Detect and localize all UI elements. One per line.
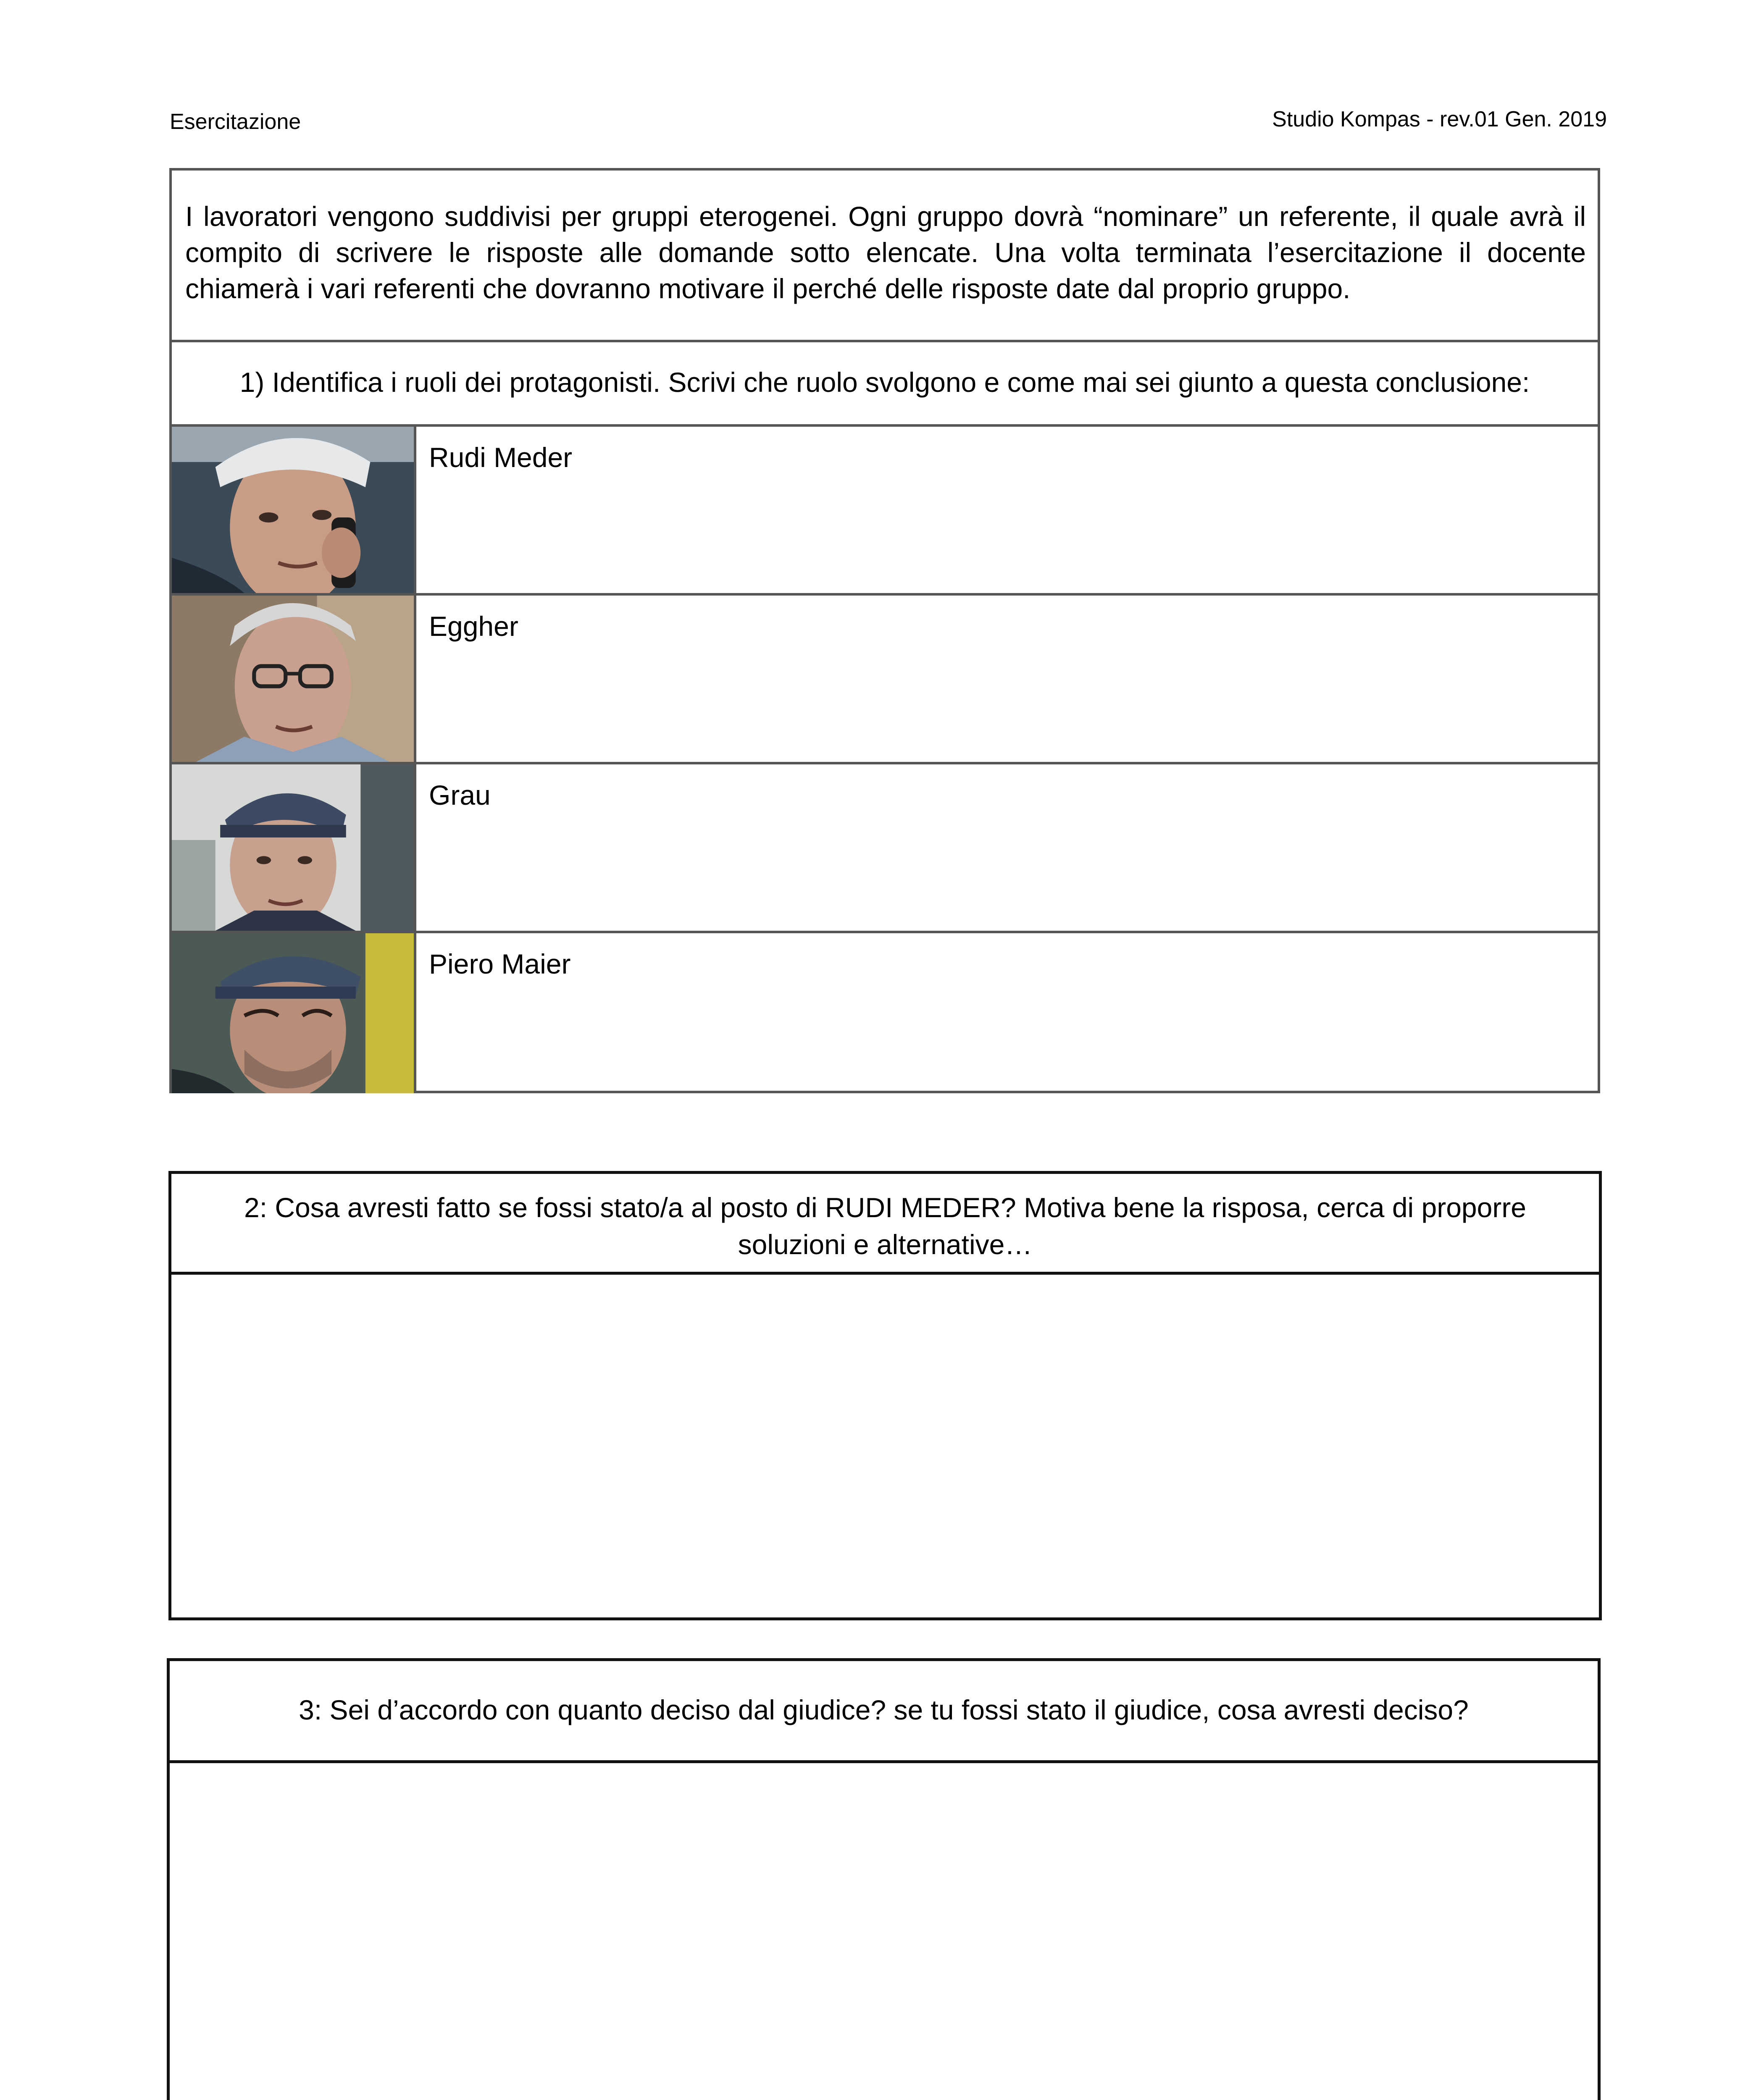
person-name: Grau — [429, 780, 491, 811]
answer-area-3[interactable] — [170, 1763, 1598, 2100]
question-1: 1) Identifica i ruoli dei protagonisti. Scrivi che ruolo svolgono e come mai sei giunto a questa conclusione: — [172, 342, 1598, 427]
answer-area-2[interactable] — [171, 1275, 1599, 1617]
photo-rudi-meder — [172, 427, 416, 593]
section-2-box — [168, 1171, 1602, 1620]
person-name: Piero Maier — [429, 948, 571, 979]
photo-piero-maier — [172, 933, 416, 1093]
header-left-text: Esercitazione — [170, 110, 301, 134]
person-row-rudi-meder — [172, 427, 1598, 596]
section-1-table — [169, 168, 1600, 1093]
person-name: Rudi Meder — [429, 442, 573, 473]
photo-eggher — [172, 596, 416, 762]
person-row-eggher — [172, 596, 1598, 764]
intro-paragraph: I lavoratori vengono suddivisi per gruppi eterogenei. Ogni gruppo dovrà “nominare” un referente, il quale avrà il compito di scrivere le risposte alle domande sotto elencate. Una volta terminata l’esercitazione il docente chiamerà i vari referenti che dovranno motivare il perché delle risposte date dal proprio gruppo. — [172, 171, 1598, 342]
person-row-piero-maier — [172, 933, 1598, 1093]
person-name: Eggher — [429, 611, 518, 642]
photo-grau — [172, 764, 416, 931]
question-2: 2: Cosa avresti fatto se fossi stato/a al posto di RUDI MEDER? Motiva bene la risposa, cerca di proporre soluzioni e alternative… — [171, 1174, 1599, 1275]
question-3: 3: Sei d’accordo con quanto deciso dal giudice? se tu fossi stato il giudice, cosa avresti deciso? — [170, 1661, 1598, 1763]
header-right-text: Studio Kompas - rev.01 Gen. 2019 — [1272, 107, 1607, 131]
person-row-grau — [172, 764, 1598, 933]
section-3-box — [167, 1658, 1601, 2100]
